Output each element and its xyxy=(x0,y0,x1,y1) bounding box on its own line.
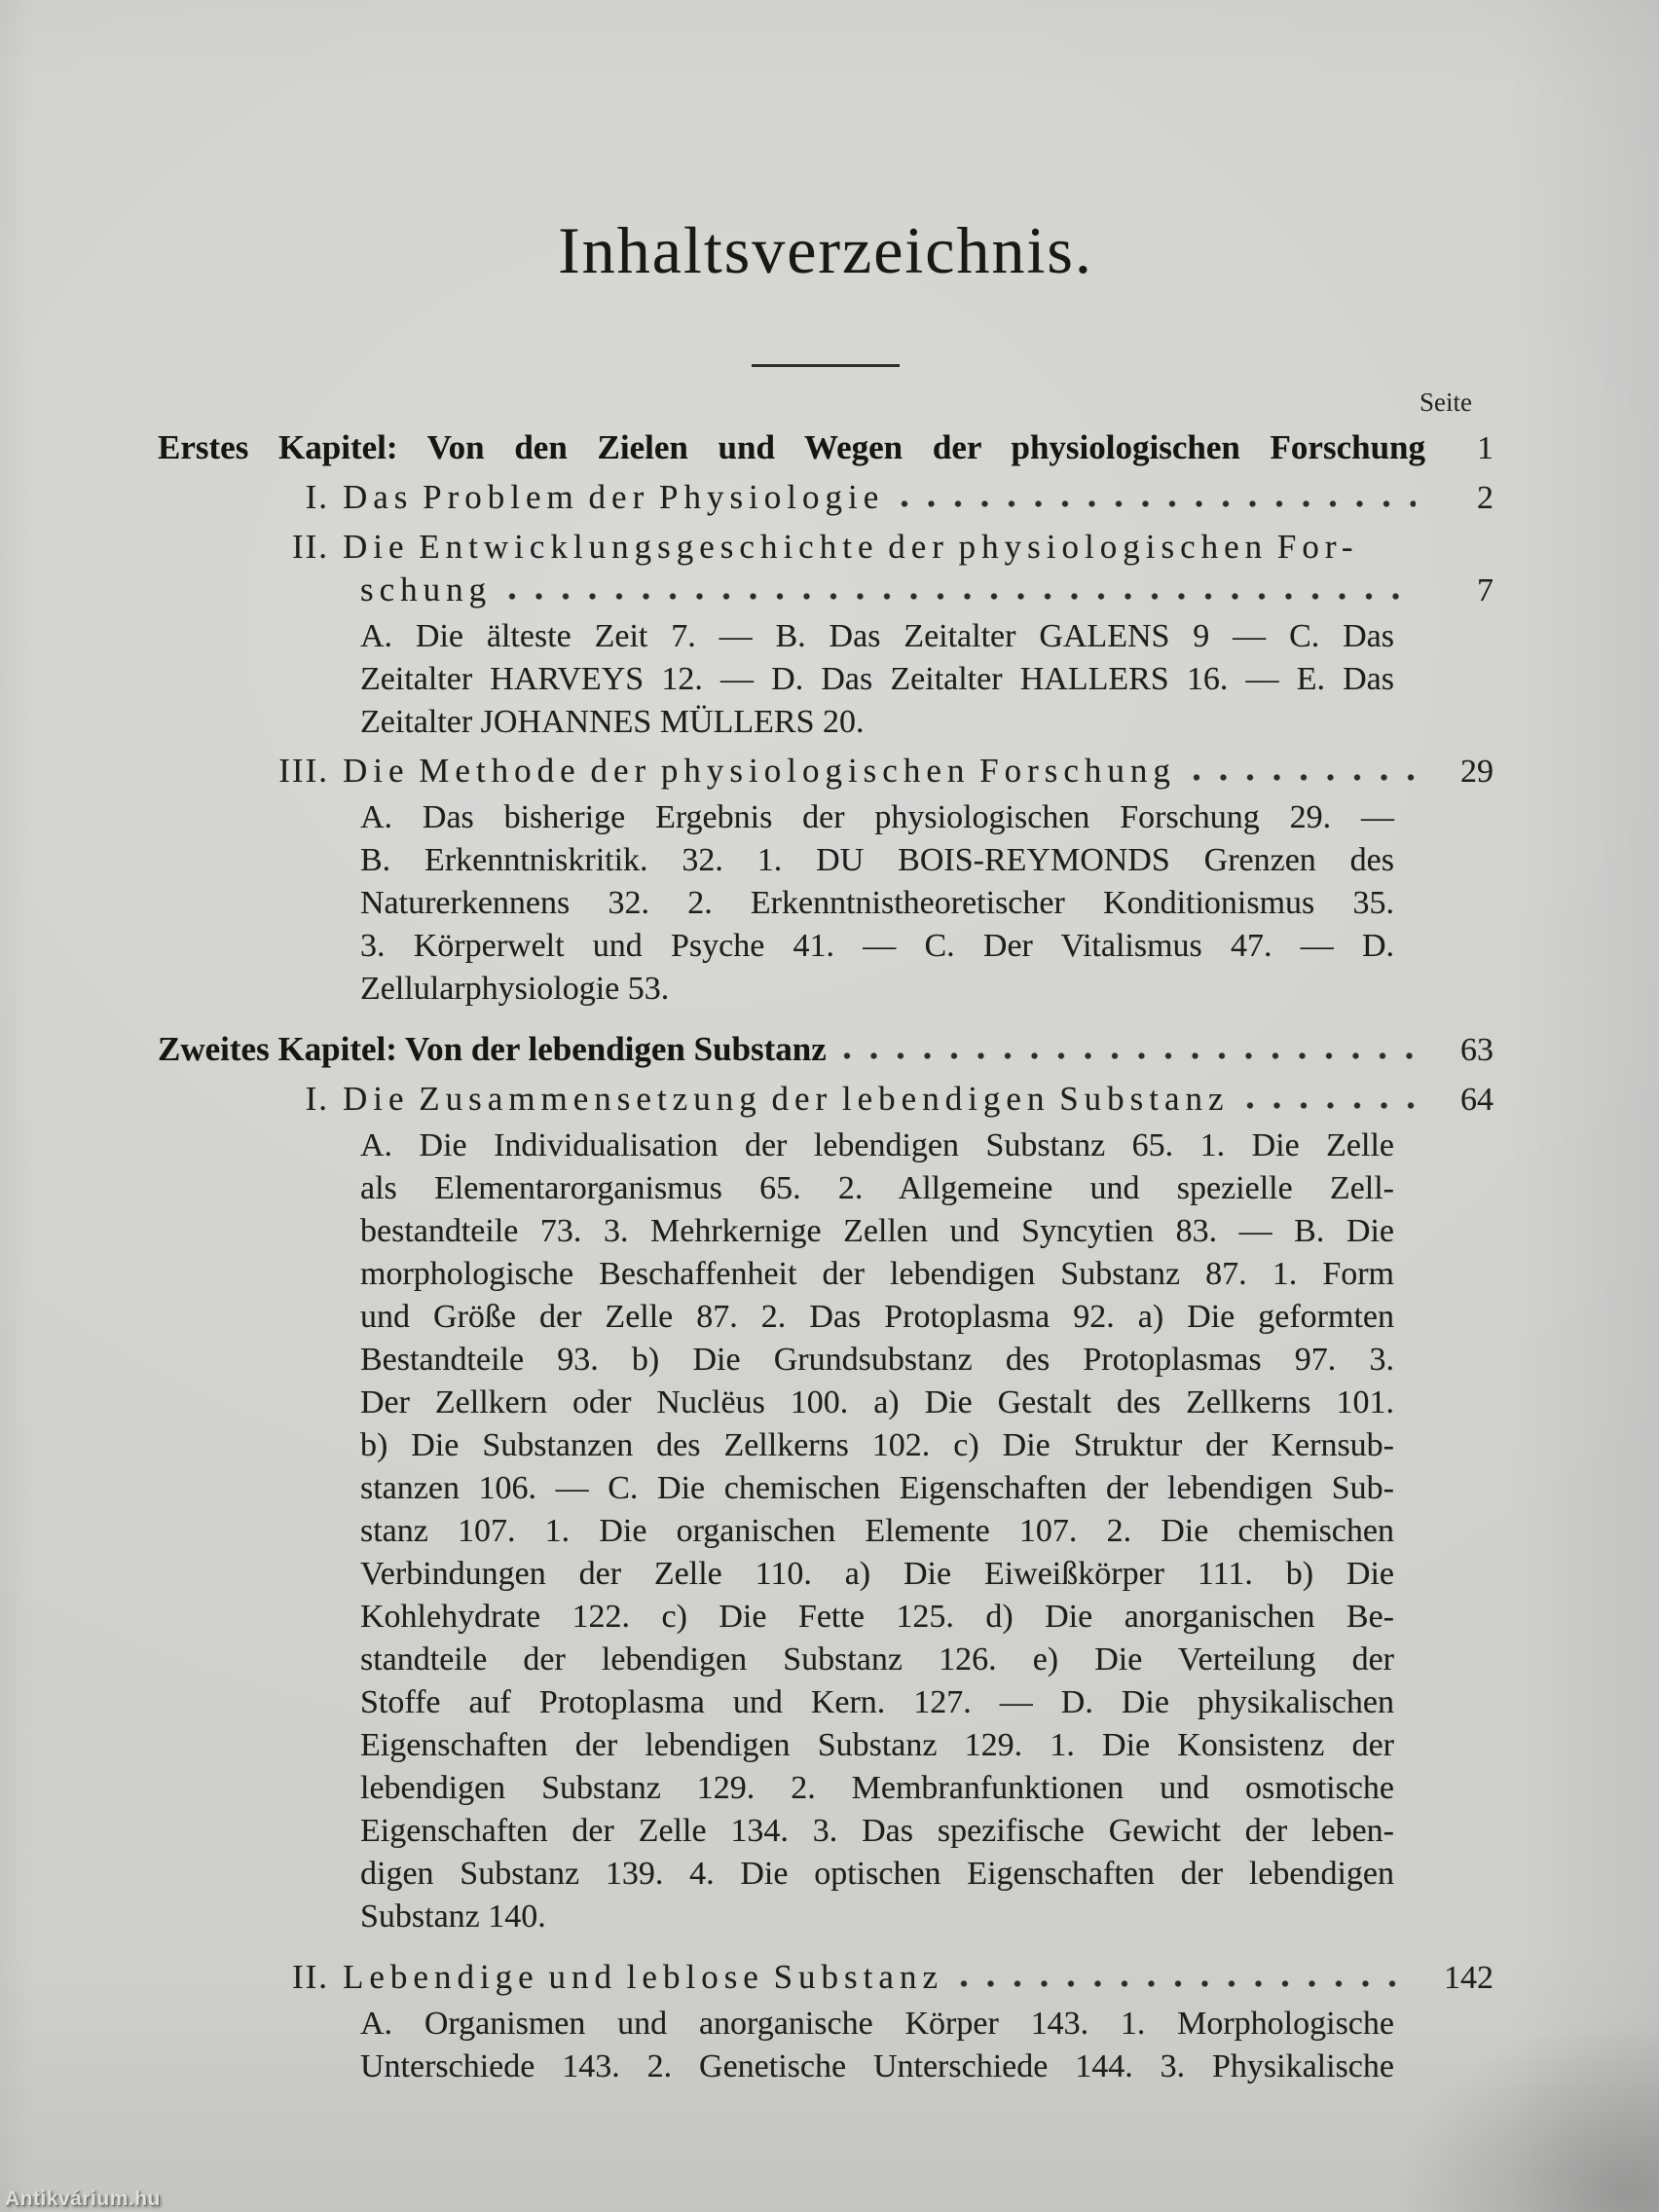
toc-detail-line: digen Substanz 139. 4. Die optischen Eigenschaften der lebendigen xyxy=(360,1856,1394,1892)
toc-entry xyxy=(158,1078,1493,1122)
leader-dots xyxy=(959,1979,1416,1988)
leader-dots xyxy=(1245,1101,1416,1110)
toc-detail-line: Stoffe auf Protoplasma und Kern. 127. — D. Die physikalischen xyxy=(360,1684,1394,1720)
page-number: 7 xyxy=(1477,572,1493,608)
toc-entry-line xyxy=(158,569,1493,612)
toc-detail-line: Zeitalter HARVEYS 12. — D. Das Zeitalter HALLERS 16. — E. Das xyxy=(360,661,1394,697)
leader-dots xyxy=(1192,773,1416,782)
table-of-contents xyxy=(158,421,1493,2088)
toc-detail-line: 3. Körperwelt und Psyche 41. — C. Der Vitalismus 47. — D. xyxy=(360,928,1394,964)
toc-entry-line xyxy=(158,1956,1493,2000)
entry-text: Erstes Kapitel: Von den Zielen und Wegen der physiologischen Forschung xyxy=(158,428,1425,466)
entry-numeral: II. xyxy=(291,528,329,566)
page-number: 142 xyxy=(1444,1960,1493,1996)
toc-detail-line: bestandteile 73. 3. Mehrkernige Zellen und Syncytien 83. — B. Die xyxy=(360,1213,1394,1249)
toc-detail-line: Der Zellkern oder Nuclëus 100. a) Die Gestalt des Zellkerns 101. xyxy=(360,1384,1394,1420)
toc-detail-line: A. Die Individualisation der lebendigen Substanz 65. 1. Die Zelle xyxy=(360,1127,1394,1163)
toc-entry xyxy=(158,1956,1493,2000)
entry-numeral: I. xyxy=(305,478,329,516)
toc-detail-line: A. Das bisherige Ergebnis der physiologischen Forschung 29. — xyxy=(360,799,1394,835)
toc-entry xyxy=(158,1124,1493,1938)
toc-entry xyxy=(158,2003,1493,2088)
toc-detail-line: Bestandteile 93. b) Die Grundsubstanz des Protoplasmas 97. 3. xyxy=(360,1342,1394,1378)
toc-entry xyxy=(158,426,1493,470)
entry-text: Die Entwicklungsgeschichte der physiologischen For- xyxy=(343,528,1359,566)
toc-detail-line: Eigenschaften der Zelle 134. 3. Das spezifische Gewicht der leben- xyxy=(360,1813,1394,1849)
page-number: 63 xyxy=(1460,1032,1493,1068)
toc-entry xyxy=(158,750,1493,793)
toc-detail-line: A. Organismen und anorganische Körper 143. 1. Morphologische xyxy=(360,2006,1394,2042)
toc-detail-line: lebendigen Substanz 129. 2. Membranfunktionen und osmotische xyxy=(360,1770,1394,1806)
entry-text: Die Methode der physiologischen Forschung xyxy=(343,752,1176,790)
seite-column-label: Seite xyxy=(1419,387,1472,417)
leader-dots xyxy=(900,499,1416,508)
toc-entry xyxy=(158,1028,1493,1072)
toc-entry-line xyxy=(158,526,1493,569)
toc-detail-line: B. Erkenntniskritik. 32. 1. DU BOIS-REYMONDS Grenzen des xyxy=(360,842,1394,878)
entry-text: Lebendige und leblose Substanz xyxy=(343,1958,943,1996)
entry-text: Das Problem der Physiologie xyxy=(343,478,885,516)
toc-detail-line: Eigenschaften der lebendigen Substanz 129. 1. Die Konsistenz der xyxy=(360,1727,1394,1763)
toc-detail-line: standteile der lebendigen Substanz 126. e) Die Verteilung der xyxy=(360,1641,1394,1677)
page-number: 29 xyxy=(1460,754,1493,790)
toc-entry-line xyxy=(158,1028,1493,1072)
toc-entry-line xyxy=(158,750,1493,793)
watermark: Antikvárium.hu xyxy=(5,2188,161,2210)
toc-detail-line: Naturerkennens 32. 2. Erkenntnistheoretischer Konditionismus 35. xyxy=(360,885,1394,921)
toc-detail-line: A. Die älteste Zeit 7. — B. Das Zeitalter GALENS 9 — C. Das xyxy=(360,618,1394,654)
entry-numeral: II. xyxy=(291,1958,329,1996)
toc-entry xyxy=(158,615,1493,744)
toc-entry xyxy=(158,526,1493,612)
toc-detail-line: Zeitalter JOHANNES MÜLLERS 20. xyxy=(360,704,865,740)
leader-dots xyxy=(842,1051,1416,1060)
toc-detail-line: Substanz 140. xyxy=(360,1899,546,1935)
title-divider-rule xyxy=(752,364,900,367)
toc-entry-line xyxy=(158,476,1493,520)
toc-entry xyxy=(158,476,1493,520)
toc-detail-line: stanzen 106. — C. Die chemischen Eigenschaften der lebendigen Sub- xyxy=(360,1470,1394,1506)
entry-text: Die Zusammensetzung der lebendigen Substanz xyxy=(343,1080,1230,1118)
toc-detail-line: und Größe der Zelle 87. 2. Das Protoplasma 92. a) Die geformten xyxy=(360,1299,1394,1335)
page-number: 1 xyxy=(1477,430,1493,466)
toc-detail-line: Kohlehydrate 122. c) Die Fette 125. d) Die anorganischen Be- xyxy=(360,1599,1394,1635)
toc-entry-line xyxy=(158,1078,1493,1122)
toc-entry-line xyxy=(158,426,1493,470)
toc-detail-line: morphologische Beschaffenheit der lebendigen Substanz 87. 1. Form xyxy=(360,1256,1394,1292)
entry-text: Zweites Kapitel: Von der lebendigen Substanz xyxy=(158,1030,827,1068)
page-number: 64 xyxy=(1460,1082,1493,1118)
toc-detail-line: Verbindungen der Zelle 110. a) Die Eiweißkörper 111. b) Die xyxy=(360,1556,1394,1592)
page-number: 2 xyxy=(1477,480,1493,516)
toc-detail-line: Unterschiede 143. 2. Genetische Unterschiede 144. 3. Physikalische xyxy=(360,2048,1394,2084)
leader-dots xyxy=(507,592,1416,601)
toc-detail-line: als Elementarorganismus 65. 2. Allgemeine und spezielle Zell- xyxy=(360,1170,1394,1206)
toc-entry xyxy=(158,796,1493,1011)
entry-numeral: III. xyxy=(278,752,329,790)
toc-detail-line: stanz 107. 1. Die organischen Elemente 107. 2. Die chemischen xyxy=(360,1513,1394,1549)
page-title: Inhaltsverzeichnis. xyxy=(558,213,1093,287)
entry-numeral: I. xyxy=(305,1080,329,1118)
entry-text: schung xyxy=(360,571,493,608)
toc-detail-line: b) Die Substanzen des Zellkerns 102. c) Die Struktur der Kernsub- xyxy=(360,1427,1394,1463)
toc-detail-line: Zellularphysiologie 53. xyxy=(360,971,670,1007)
